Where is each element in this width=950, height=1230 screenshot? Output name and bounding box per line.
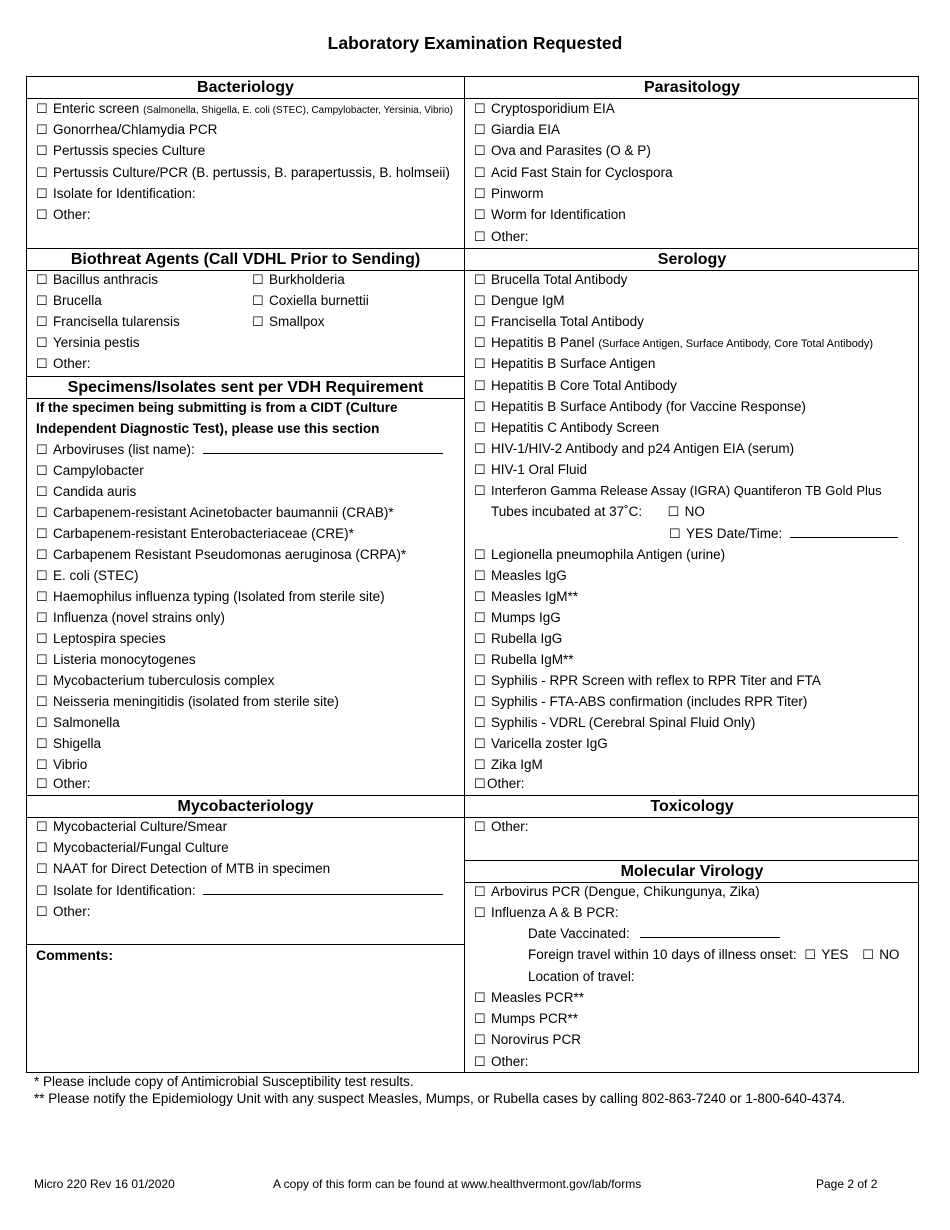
checkbox-icon[interactable]: ☐ [474, 420, 486, 435]
checkbox-icon[interactable]: ☐ [36, 568, 48, 583]
serology-hep-b-panel[interactable]: ☐ Hepatitis B Panel (Surface Antigen, Surface Antibody, Core Total Antibody) [474, 333, 873, 354]
checkbox-icon[interactable]: ☐ [474, 1054, 486, 1069]
molecular-virology-heading: Molecular Virology [465, 860, 919, 883]
specimens-item[interactable]: ☐ Candida auris [36, 482, 136, 502]
checkbox-icon[interactable]: ☐ [474, 652, 486, 667]
travel-no-label: NO [879, 947, 900, 962]
checkbox-icon[interactable]: ☐ [36, 652, 48, 667]
tubes-no-label: NO [684, 504, 705, 519]
biothreat-item-francisella[interactable]: ☐ Francisella tularensis [36, 312, 180, 332]
myco-other[interactable]: ☐ Other: [36, 902, 91, 922]
checkbox-icon[interactable]: ☐ [474, 589, 486, 604]
checkbox-icon[interactable]: ☐ [36, 186, 48, 201]
specimens-item[interactable]: ☐ Mycobacterium tuberculosis complex [36, 671, 274, 691]
checkbox-icon[interactable]: ☐ [36, 122, 48, 137]
biothreat-item-coxiella[interactable]: ☐ Coxiella burnettii [252, 291, 369, 311]
checkbox-icon[interactable]: ☐ [474, 884, 486, 899]
bacteriology-enteric[interactable]: ☐ Enteric screen (Salmonella, Shigella, E. coli (STEC), Campylobacter, Yersinia, Vibrio) [36, 99, 453, 121]
checkbox-icon[interactable]: ☐ [667, 504, 680, 519]
checkbox-icon[interactable]: ☐ [36, 736, 48, 751]
bacteriology-other[interactable]: ☐ Other: [36, 205, 91, 225]
checkbox-icon[interactable]: ☐ [474, 776, 486, 791]
checkbox-icon[interactable]: ☐ [36, 484, 48, 499]
serology-item[interactable]: ☐ Hepatitis B Surface Antibody (for Vaccine Response) [474, 397, 806, 417]
checkbox-icon[interactable]: ☐ [36, 314, 48, 329]
checkbox-icon[interactable]: ☐ [474, 229, 486, 244]
checkbox-icon[interactable]: ☐ [474, 207, 486, 222]
parasitology-item[interactable]: ☐ Worm for Identification [474, 205, 626, 225]
serology-item[interactable]: ☐ Dengue IgM [474, 291, 565, 311]
footer-url-link[interactable]: www.healthvermont.gov/lab/forms [461, 1177, 642, 1191]
myco-isolate[interactable]: ☐ Isolate for Identification: [36, 881, 443, 901]
footer-copy-note: A copy of this form can be found at www.healthvermont.gov/lab/forms [273, 1177, 642, 1191]
molecular-foreign-travel: Foreign travel within 10 days of illness onset: ☐ YES ☐ NO [528, 945, 899, 965]
mycobacteriology-heading: Mycobacteriology [27, 795, 464, 818]
checkbox-icon[interactable]: ☐ [36, 673, 48, 688]
specimens-item[interactable]: ☐ Haemophilus influenza typing (Isolated from sterile site) [36, 587, 385, 607]
checkbox-icon[interactable]: ☐ [474, 631, 486, 646]
specimens-note-line2: Independent Diagnostic Test), please use this section [36, 421, 380, 436]
serology-item[interactable]: ☐ Syphilis - FTA-ABS confirmation (includes RPR Titer) [474, 692, 807, 712]
yes-date-time-field[interactable] [790, 524, 898, 538]
serology-other[interactable]: ☐Other: [474, 774, 525, 794]
serology-item[interactable]: ☐ Rubella IgG [474, 629, 562, 649]
checkbox-icon[interactable]: ☐ [474, 378, 486, 393]
parasitology-item[interactable]: ☐ Pinworm [474, 184, 544, 204]
serology-item[interactable]: ☐ Zika IgM [474, 755, 543, 775]
checkbox-icon[interactable]: ☐ [474, 186, 486, 201]
checkbox-icon[interactable]: ☐ [252, 272, 264, 287]
molecular-item[interactable]: ☐ Mumps PCR** [474, 1009, 578, 1029]
serology-item[interactable]: ☐ Measles IgM** [474, 587, 578, 607]
specimens-item[interactable]: ☐ Carbapenem-resistant Acinetobacter baumannii (CRAB)* [36, 503, 394, 523]
serology-item[interactable]: ☐ Syphilis - RPR Screen with reflex to RPR Titer and FTA [474, 671, 821, 691]
specimens-arboviruses[interactable]: ☐ Arboviruses (list name): [36, 440, 443, 460]
serology-igra[interactable]: ☐ Interferon Gamma Release Assay (IGRA) Quantiferon TB Gold Plus [474, 481, 882, 501]
parasitology-item[interactable]: ☐ Giardia EIA [474, 120, 560, 140]
checkbox-icon[interactable]: ☐ [36, 883, 48, 898]
specimens-item[interactable]: ☐ Carbapenem-resistant Enterobacteriaceae (CRE)* [36, 524, 354, 544]
checkbox-icon[interactable]: ☐ [36, 631, 48, 646]
checkbox-icon[interactable]: ☐ [474, 399, 486, 414]
checkbox-icon[interactable]: ☐ [36, 715, 48, 730]
lab-exam-form [26, 76, 919, 1073]
specimens-item[interactable]: ☐ Shigella [36, 734, 101, 754]
specimens-item[interactable]: ☐ Carbapenem Resistant Pseudomonas aeruginosa (CRPA)* [36, 545, 406, 565]
checkbox-icon[interactable]: ☐ [474, 610, 486, 625]
biothreat-heading: Biothreat Agents (Call VDHL Prior to Sending) [27, 248, 464, 271]
biothreat-item-smallpox[interactable]: ☐ Smallpox [252, 312, 325, 332]
myco-item[interactable]: ☐ Mycobacterial Culture/Smear [36, 817, 227, 837]
checkbox-icon[interactable]: ☐ [474, 356, 486, 371]
serology-item[interactable]: ☐ Mumps IgG [474, 608, 561, 628]
serology-item[interactable]: ☐ Rubella IgM** [474, 650, 574, 670]
biothreat-item-other[interactable]: ☐ Other: [36, 354, 91, 374]
molecular-item[interactable]: ☐ Norovirus PCR [474, 1030, 581, 1050]
checkbox-icon[interactable]: ☐ [474, 757, 486, 772]
checkbox-icon[interactable]: ☐ [36, 442, 48, 457]
checkbox-icon[interactable]: ☐ [474, 143, 486, 158]
footnote-epidemiology: ** Please notify the Epidemiology Unit with any suspect Measles, Mumps, or Rubella cases by calling 802-863-7240 or 1-800-640-4374. [34, 1091, 846, 1106]
specimens-item[interactable]: ☐ Neisseria meningitidis (isolated from sterile site) [36, 692, 339, 712]
biothreat-item-yersinia[interactable]: ☐ Yersinia pestis [36, 333, 140, 353]
molecular-item[interactable]: ☐ Other: [474, 1052, 529, 1072]
footer-form-id: Micro 220 Rev 16 01/2020 [34, 1177, 175, 1191]
checkbox-icon[interactable]: ☐ [36, 356, 48, 371]
checkbox-icon[interactable]: ☐ [474, 165, 486, 180]
checkbox-icon[interactable]: ☐ [474, 673, 486, 688]
checkbox-icon[interactable]: ☐ [474, 293, 486, 308]
checkbox-icon[interactable]: ☐ [36, 165, 48, 180]
travel-yes-label: YES [821, 947, 849, 962]
page-title: Laboratory Examination Requested [327, 33, 623, 53]
bacteriology-isolate[interactable]: ☐ Isolate for Identification: [36, 184, 196, 204]
serology-item[interactable]: ☐ Brucella Total Antibody [474, 270, 627, 290]
molecular-influenza[interactable]: ☐ Influenza A & B PCR: [474, 903, 619, 923]
checkbox-icon[interactable]: ☐ [474, 694, 486, 709]
checkbox-icon[interactable]: ☐ [36, 505, 48, 520]
specimens-item[interactable]: ☐ Vibrio [36, 755, 87, 775]
parasitology-item[interactable]: ☐ Cryptosporidium EIA [474, 99, 615, 119]
checkbox-icon[interactable]: ☐ [474, 483, 486, 498]
molecular-location: Location of travel: [528, 969, 635, 984]
checkbox-icon[interactable]: ☐ [474, 547, 486, 562]
molecular-arbovirus[interactable]: ☐ Arbovirus PCR (Dengue, Chikungunya, Zika) [474, 882, 760, 902]
serology-item[interactable]: ☐ HIV-1 Oral Fluid [474, 460, 587, 480]
serology-tubes-label: Tubes incubated at 37˚C: ☐ NO [491, 502, 705, 522]
checkbox-icon[interactable]: ☐ [36, 840, 48, 855]
bacteriology-gonorrhea[interactable]: ☐ Gonorrhea/Chlamydia PCR [36, 120, 217, 140]
comments-area[interactable] [29, 967, 462, 1067]
checkbox-icon[interactable]: ☐ [474, 736, 486, 751]
checkbox-icon[interactable]: ☐ [474, 101, 486, 116]
serology-item[interactable]: ☐ HIV-1/HIV-2 Antibody and p24 Antigen EIA (serum) [474, 439, 794, 459]
specimens-note-line1: If the specimen being submitting is from a CIDT (Culture [36, 400, 398, 415]
checkbox-icon[interactable]: ☐ [252, 314, 264, 329]
footer-page-number: Page 2 of 2 [816, 1177, 878, 1191]
checkbox-icon[interactable]: ☐ [36, 526, 48, 541]
checkbox-icon[interactable]: ☐ [474, 905, 486, 920]
serology-item[interactable]: ☐ Varicella zoster IgG [474, 734, 608, 754]
specimens-heading: Specimens/Isolates sent per VDH Requirement [27, 376, 464, 399]
checkbox-icon[interactable]: ☐ [36, 589, 48, 604]
checkbox-icon[interactable]: ☐ [474, 462, 486, 477]
serology-yes-date[interactable]: ☐ YES Date/Time: [669, 524, 898, 544]
serology-item[interactable]: ☐ Legionella pneumophila Antigen (urine) [474, 545, 725, 565]
checkbox-icon[interactable]: ☐ [36, 861, 48, 876]
checkbox-icon[interactable]: ☐ [474, 990, 486, 1005]
checkbox-icon[interactable]: ☐ [36, 143, 48, 158]
serology-item[interactable]: ☐ Hepatitis B Surface Antigen [474, 354, 655, 374]
parasitology-heading: Parasitology [465, 77, 919, 99]
checkbox-icon[interactable]: ☐ [36, 463, 48, 478]
serology-item[interactable]: ☐ Hepatitis B Core Total Antibody [474, 376, 677, 396]
right-column [465, 77, 919, 1072]
isolate-id-field[interactable] [203, 881, 443, 895]
bacteriology-pertussis-pcr[interactable]: ☐ Pertussis Culture/PCR (B. pertussis, B. parapertussis, B. holmseii) [36, 163, 450, 183]
myco-item[interactable]: ☐ NAAT for Direct Detection of MTB in specimen [36, 859, 330, 879]
checkbox-icon[interactable]: ☐ [36, 904, 48, 919]
serology-item[interactable]: ☐ Syphilis - VDRL (Cerebral Spinal Fluid Only) [474, 713, 755, 733]
checkbox-icon[interactable]: ☐ [474, 1011, 486, 1026]
molecular-date-vaccinated: Date Vaccinated: [528, 924, 780, 944]
biothreat-item-bacillus[interactable]: ☐ Bacillus anthracis [36, 270, 158, 290]
checkbox-icon[interactable]: ☐ [36, 819, 48, 834]
checkbox-icon[interactable]: ☐ [474, 122, 486, 137]
specimens-item[interactable]: ☐ E. coli (STEC) [36, 566, 139, 586]
checkbox-icon[interactable]: ☐ [36, 293, 48, 308]
checkbox-icon[interactable]: ☐ [36, 694, 48, 709]
checkbox-icon[interactable]: ☐ [36, 547, 48, 562]
checkbox-icon[interactable]: ☐ [669, 526, 681, 541]
parasitology-item[interactable]: ☐ Acid Fast Stain for Cyclospora [474, 163, 673, 183]
footnote-susceptibility: * Please include copy of Antimicrobial Susceptibility test results. [34, 1074, 414, 1089]
toxicology-heading: Toxicology [465, 795, 919, 818]
toxicology-other[interactable]: ☐ Other: [474, 817, 529, 837]
myco-item[interactable]: ☐ Mycobacterial/Fungal Culture [36, 838, 229, 858]
serology-item[interactable]: ☐ Hepatitis C Antibody Screen [474, 418, 659, 438]
parasitology-item[interactable]: ☐ Ova and Parasites (O & P) [474, 141, 651, 161]
checkbox-icon[interactable]: ☐ [36, 207, 48, 222]
biothreat-item-burkholderia[interactable]: ☐ Burkholderia [252, 270, 345, 290]
specimens-item[interactable]: ☐ Influenza (novel strains only) [36, 608, 225, 628]
specimens-item[interactable]: ☐ Other: [36, 774, 91, 794]
serology-item[interactable]: ☐ Francisella Total Antibody [474, 312, 644, 332]
molecular-item[interactable]: ☐ Measles PCR** [474, 988, 584, 1008]
checkbox-icon[interactable]: ☐ [474, 314, 486, 329]
checkbox-icon[interactable]: ☐ [36, 272, 48, 287]
checkbox-icon[interactable]: ☐ [804, 947, 817, 962]
arboviruses-name-field[interactable] [203, 440, 443, 454]
checkbox-icon[interactable]: ☐ [36, 776, 48, 791]
checkbox-icon[interactable]: ☐ [862, 947, 874, 962]
checkbox-icon[interactable]: ☐ [36, 757, 48, 772]
comments-label: Comments: [36, 947, 114, 963]
checkbox-icon[interactable]: ☐ [36, 101, 48, 116]
checkbox-icon[interactable]: ☐ [474, 335, 486, 350]
checkbox-icon[interactable]: ☐ [474, 441, 486, 456]
checkbox-icon[interactable]: ☐ [474, 1032, 486, 1047]
checkbox-icon[interactable]: ☐ [474, 272, 486, 287]
serology-heading: Serology [465, 248, 919, 271]
bacteriology-heading: Bacteriology [27, 77, 464, 99]
specimens-item[interactable]: ☐ Campylobacter [36, 461, 144, 481]
checkbox-icon[interactable]: ☐ [36, 610, 48, 625]
specimens-item[interactable]: ☐ Leptospira species [36, 629, 166, 649]
checkbox-icon[interactable]: ☐ [36, 335, 48, 350]
bacteriology-pertussis-culture[interactable]: ☐ Pertussis species Culture [36, 141, 205, 161]
checkbox-icon[interactable]: ☐ [252, 293, 264, 308]
serology-item[interactable]: ☐ Measles IgG [474, 566, 567, 586]
specimens-item[interactable]: ☐ Salmonella [36, 713, 120, 733]
specimens-item[interactable]: ☐ Listeria monocytogenes [36, 650, 196, 670]
checkbox-icon[interactable]: ☐ [474, 568, 486, 583]
parasitology-item[interactable]: ☐ Other: [474, 227, 529, 247]
date-vaccinated-field[interactable] [640, 924, 780, 938]
left-column [27, 77, 464, 1072]
biothreat-item-brucella[interactable]: ☐ Brucella [36, 291, 102, 311]
checkbox-icon[interactable]: ☐ [474, 715, 486, 730]
checkbox-icon[interactable]: ☐ [474, 819, 486, 834]
